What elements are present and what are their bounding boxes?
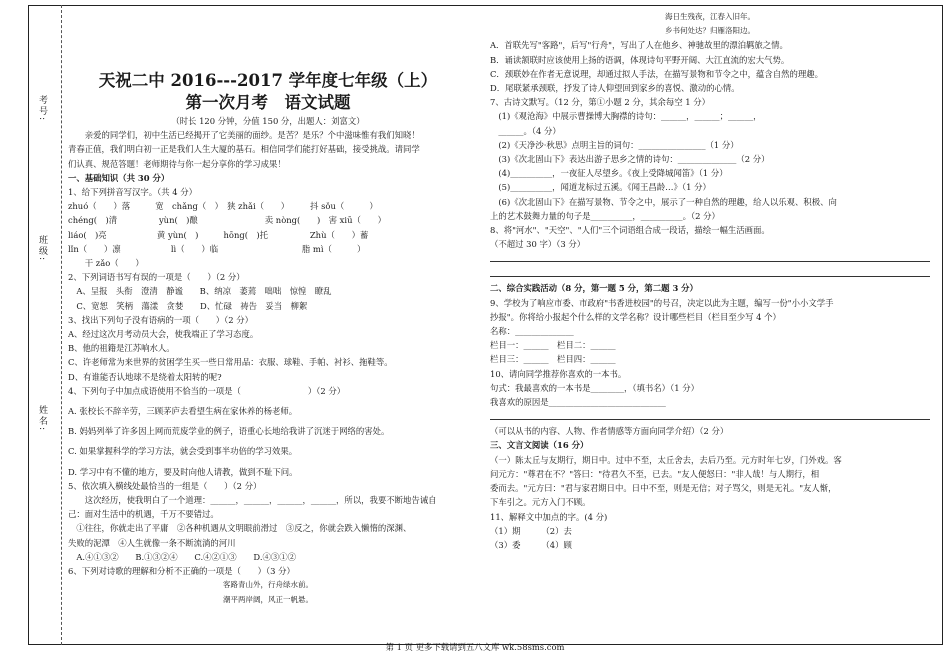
poem-line: 潮平两岸阔，风正一帆悬。 — [223, 594, 313, 604]
text-line: 句式：我最喜欢的一本书是________，（填书名）（1 分） — [490, 382, 699, 393]
text-line: 一、基础知识（共 30 分） — [68, 172, 170, 183]
text-line: （可以从书的内容、人物、作者情感等方面向同学介绍）（2 分） — [490, 426, 729, 437]
text-line: A．首联先写"客路"，后写"行舟"，写出了人在他乡、神驰故里的漂泊羁旅之情。 — [490, 40, 788, 51]
text-line: 们认真、规范答题！老师期待与你一起分享你的学习成果！ — [68, 158, 286, 169]
text-line: 栏目一：______ 栏目二：______ — [490, 340, 616, 351]
exam-meta: （时长 120 分钟，分值 150 分，出题人：刘富文） — [171, 116, 365, 126]
answer-blank-line — [490, 409, 930, 420]
text-line: （一）陈太丘与友期行，期日中。过中不至，太丘舍去，去后乃至。元方时年七岁，门外戏。客 — [490, 454, 842, 465]
text-line: liáo( )亮 黄 yùn( ) hōng( )托 Zhù（ ）蓄 — [68, 229, 369, 240]
text-line: (2)《天净沙·秋思》点明主旨的词句：________________（1 分） — [490, 139, 739, 150]
right-question-list — [490, 38, 930, 552]
exam-title-line1: 天祝二中 2016---2017 学年度七年级（上） — [98, 71, 438, 90]
left-column — [68, 62, 468, 607]
text-line: 二、综合实践活动（8 分，第一题 5 分，第二题 3 分） — [490, 283, 698, 294]
text-line: （3）委 （4）顾 — [490, 539, 572, 550]
text-line: ①往往，你就走出了平庸 ②各种机遇从文明眼前滑过 ③反之，你就会跌入懒惰的深渊、 — [68, 523, 412, 534]
page-footer: 第 1 页 更多下载请到五八文库 wk.58sms.com — [385, 642, 565, 652]
text-line: A. 张校长不辞辛劳，三顾茅庐去看望生病在家休养的杨老师。 — [68, 406, 298, 417]
text-line: 3、找出下列句子没有语病的一项（ ）（2 分） — [68, 314, 253, 325]
text-line: B、他的祖籍是江苏响水人。 — [68, 343, 175, 354]
text-line: zhuó（ ）落 宽 chǎng（ ） 狭 zhǎi（ ） 抖 sǒu（ ） — [68, 201, 378, 212]
text-line: 8、将"河水"、"天空"、"人们"三个词语组合成一段话，描绘一幅生活画面。 — [490, 225, 770, 236]
text-line: 名称：______________ — [490, 326, 574, 337]
right-column — [490, 12, 930, 552]
text-line: 青春正值，我们明白初一正是我们人生大厦的基石。相信同学们能打好基础，接受挑战。请同学 — [68, 144, 420, 155]
text-line: ______。（4 分） — [490, 125, 561, 136]
text-line: 三、文言文阅读（16 分） — [490, 440, 589, 451]
text-line: 委而去。"元方曰："君与家君期日中。日中不至，则是无信；对子骂父，则是无礼。"友人惭， — [490, 483, 837, 494]
text-line: C、宽恕 笑柄 蕩漾 贪婪 D、忙碌 祷告 妥当 柳絮 — [68, 300, 308, 311]
text-line: 4、下列句子中加点成语使用不恰当的一项是（ ）（2 分） — [68, 385, 346, 396]
exam-title-line2: 第一次月考 语文试题 — [185, 93, 351, 112]
text-line: 10、请向同学推荐你喜欢的一本书。 — [490, 368, 627, 379]
text-line: （1）期 （2）去 — [490, 525, 572, 536]
text-line: A.④①③② B.①③②④ C.④②①③ D.④③①② — [68, 551, 296, 562]
text-line: 9、学校为了响应市委、市政府"书香进校园"的号召，决定以此为主题，编写一份"小小文学手 — [490, 297, 834, 308]
text-line: 11、解释文中加点的字。(4 分) — [490, 511, 608, 522]
text-line: 抄报"。你将给小报起个什么样的文学名称？设计哪些栏目（栏目至少写 4 个） — [490, 311, 781, 322]
text-line: 5、依次填入横线处最恰当的一组是（ ）（2 分） — [68, 480, 262, 491]
exam-number-label: 考号: — [37, 95, 47, 123]
text-line: 问元方："尊君在不？"答曰："待君久不至，已去。"友人便怒曰："非人哉！与人期行，相 — [490, 468, 820, 479]
text-line: A、呈报 头衔 澄清 静谧 B、纳凉 萎蔫 咄咄 惊惶 瞭乱 — [68, 286, 332, 297]
text-line: 下车引之。元方入门不顾。 — [490, 497, 591, 508]
text-line: 己：面对生活中的机遇，千万不要错过。 — [68, 509, 219, 520]
answer-blank-line — [490, 266, 930, 277]
text-line: (4)__________，一夜征人尽望乡。《夜上受降城闻笛》（1 分） — [490, 168, 728, 179]
text-line: lǐn（ ）凛 lì（ ）临 脂 mì（ ） — [68, 243, 366, 254]
poem-line: 客路青山外，行舟绿水前。 — [223, 580, 313, 590]
left-question-list — [68, 128, 468, 578]
name-label: 姓名: — [37, 405, 47, 433]
text-line: 1、给下列拼音写汉字。（共 4 分） — [68, 187, 198, 198]
text-line: (6)《次北固山下》在描写景物、节令之中，展示了一种自然的理趣，给人以乐观、积极、向 — [490, 196, 837, 207]
text-line: 这次经历，使我明白了一个道理：______，______，______，______，所以，我要不断地告诫自 — [68, 495, 437, 506]
text-line: 7、古诗文默写。（12 分，第①小题 2 分，其余每空 1 分） — [490, 97, 711, 108]
text-line: 失败的泥潭 ④人生就像一条不断流淌的河川 — [68, 537, 236, 548]
text-line: 干 zǎo（ ） — [68, 258, 144, 269]
poem-line: 海日生残夜，江春入旧年。 — [665, 12, 755, 21]
text-line: 栏目三：______ 栏目四：______ — [490, 354, 616, 365]
text-line: D. 学习中有不懂的地方，要及时向他人请教，做到不耻下问。 — [68, 466, 298, 477]
text-line: 我喜欢的原因是____________________________ — [490, 397, 666, 408]
text-line: B. 妈妈列举了许多因上网而荒废学业的例子，语重心长地给我讲了沉迷于网络的害处。 — [68, 426, 390, 437]
text-line: 亲爱的同学们，初中生活已经揭开了它美丽的面纱。是苦？是乐？个中滋味惟有我们知晓！ — [68, 130, 420, 141]
poem-line: 乡书何处达？归雁洛阳边。 — [665, 26, 755, 36]
text-line: D、有谁能否认地球不是绕着太阳转的呢? — [68, 371, 222, 382]
class-label: 班级: — [37, 235, 47, 263]
text-line: 2、下列词语书写有误的一项是（ ）（2 分） — [68, 272, 245, 283]
text-line: (5)__________，闻道龙标过五溪。《闻王昌龄…》（1 分） — [490, 182, 711, 193]
text-line: (3)《次北固山下》表达出游子思乡之情的诗句：______________（2 分） — [490, 154, 770, 165]
text-line: B．诵读颔联时应该使用上扬的语调，体现诗句平野开阔、大江直流的宏大气势。 — [490, 54, 790, 65]
text-line: 6、下列对诗歌的理解和分析不正确的一项是（ ）（3 分） — [68, 566, 295, 577]
text-line: 上的艺术鼓舞力量的句子是__________，__________。（2 分） — [490, 210, 720, 221]
text-line: （不超过 30 字）（3 分） — [490, 239, 586, 250]
text-line: D．尾联紧承颈联，抒发了诗人仰望回到家乡的喜悦、激动的心情。 — [490, 83, 740, 94]
answer-blank-line — [490, 251, 930, 262]
text-line: A、经过这次月考动员大会，使我端正了学习态度。 — [68, 329, 259, 340]
text-line: (1)《观沧海》中展示曹操博大胸襟的诗句：______，______；______， — [490, 111, 762, 122]
text-line: C. 如果掌握科学的学习方法，就会受到事半功倍的学习效果。 — [68, 446, 298, 457]
text-line: chéng( )清 yùn( )酿 卖 nòng( ) 害 xiū（ ） — [68, 215, 386, 226]
text-line: C．颈联妙在作者无意说理，却通过拟人手法，在描写景物和节令之中，蕴含自然的理趣。 — [490, 68, 824, 79]
text-line: C、许老师常为来世界的贫困学生买一些日常用品：衣服、球鞋、手帕、衬衫、拖鞋等。 — [68, 357, 393, 368]
